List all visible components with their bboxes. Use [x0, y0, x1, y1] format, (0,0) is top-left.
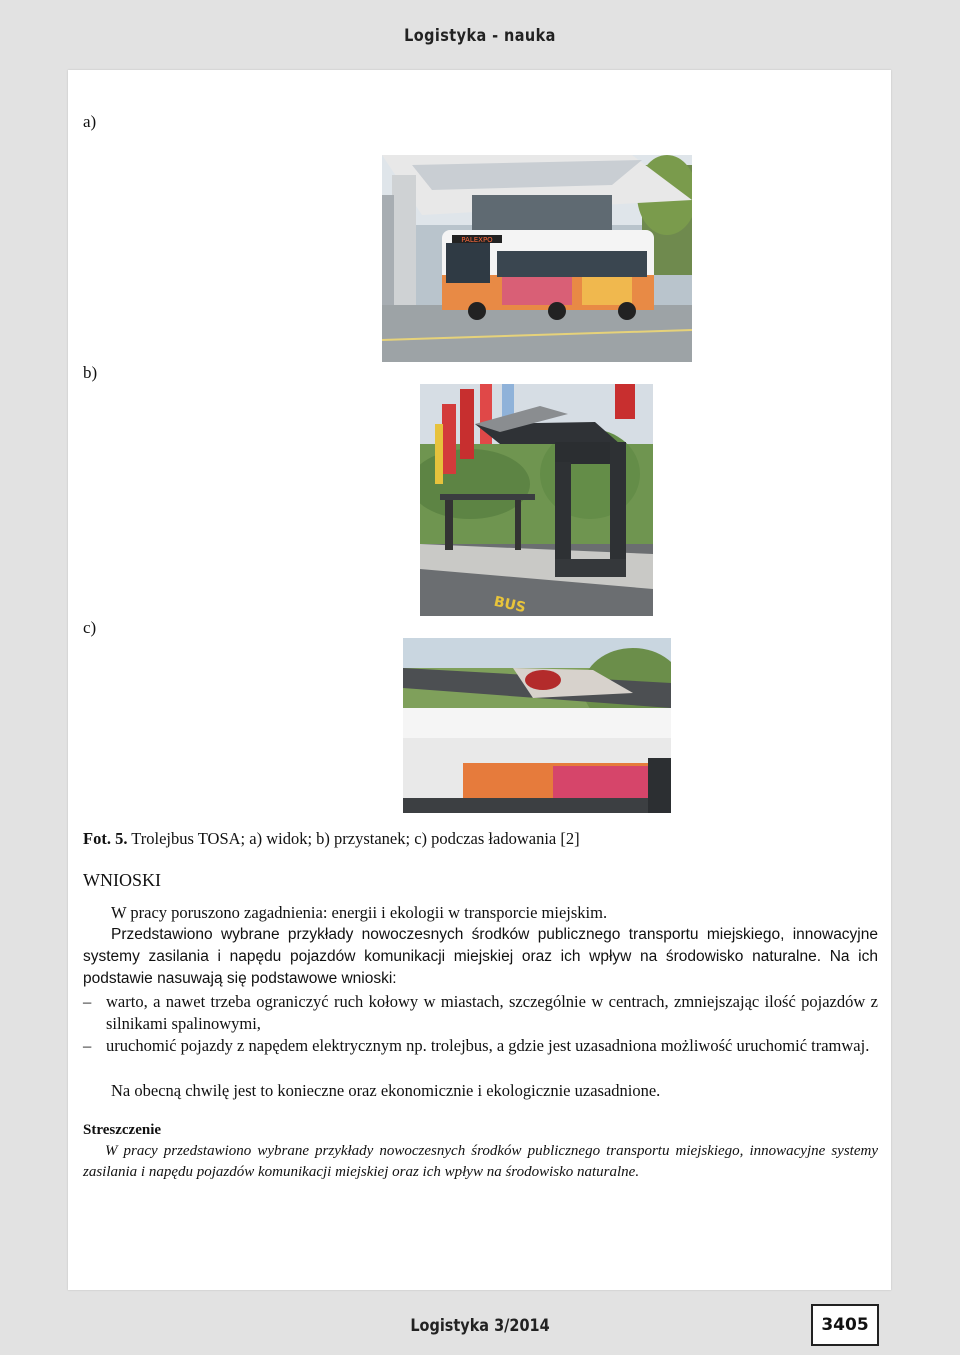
figure-caption-text: Trolejbus TOSA; a) widok; b) przystanek; c) podczas ładowania [2]	[127, 829, 580, 848]
abstract-text: W pracy przedstawiono wybrane przykłady nowoczesnych środków publicznego transportu miejskiego, innowacyjne systemy zasilania i napędu pojazdów komunikacji miejskiej oraz ich wpływ na środowisko naturalne.	[83, 1143, 878, 1180]
bullet-dash: –	[83, 992, 92, 1011]
bullet-dash: –	[83, 1036, 92, 1055]
bullet-text: uruchomić pojazdy z napędem elektrycznym np. trolejbus, a gdzie jest uzasadniona możliwość uruchomić tramwaj.	[106, 1036, 870, 1055]
conclusions-bullet	[83, 991, 878, 1035]
photo-charging	[403, 638, 671, 813]
panel-label-b: b)	[83, 363, 98, 382]
page-number: 3405	[811, 1304, 879, 1346]
figure-caption	[83, 829, 580, 849]
bullet-text: warto, a nawet trzeba ograniczyć ruch kołowy w miastach, szczególnie w centrach, zmniejszając ilość pojazdów z silnikami spalinowymi,	[106, 992, 878, 1033]
running-header: Logistyka - nauka	[404, 26, 556, 46]
running-footer: Logistyka 3/2014	[410, 1316, 550, 1336]
bus-destination-display: PALEXPO	[461, 236, 493, 244]
photo-trolleybus-view	[382, 155, 692, 362]
conclusions-paragraph-1: W pracy poruszono zagadnienia: energii i ekologii w transporcie miejskim.	[111, 903, 608, 922]
bus-road-marking: BUS	[492, 593, 528, 616]
section-heading-conclusions: WNIOSKI	[83, 870, 161, 890]
conclusions-closing: Na obecną chwilę jest to konieczne oraz ekonomicznie i ekologicznie uzasadnione.	[111, 1081, 661, 1100]
photo-bus-stop	[420, 384, 653, 616]
conclusions-bullet	[83, 1035, 878, 1057]
panel-label-a: a)	[83, 112, 97, 131]
abstract-heading: Streszczenie	[83, 1122, 162, 1138]
panel-label-c: c)	[83, 618, 97, 637]
figure-caption-prefix: Fot. 5.	[83, 829, 128, 848]
conclusions-paragraph-2: Przedstawiono wybrane przykłady nowoczesnych środków publicznego transportu miejskiego, innowacyjne systemy zasilania i napędu pojazdów komunikacji miejskiej oraz ich wpływ na środowisko naturalne. Na ich podstawie nasuwają się podstawowe wnioski:	[83, 926, 878, 987]
